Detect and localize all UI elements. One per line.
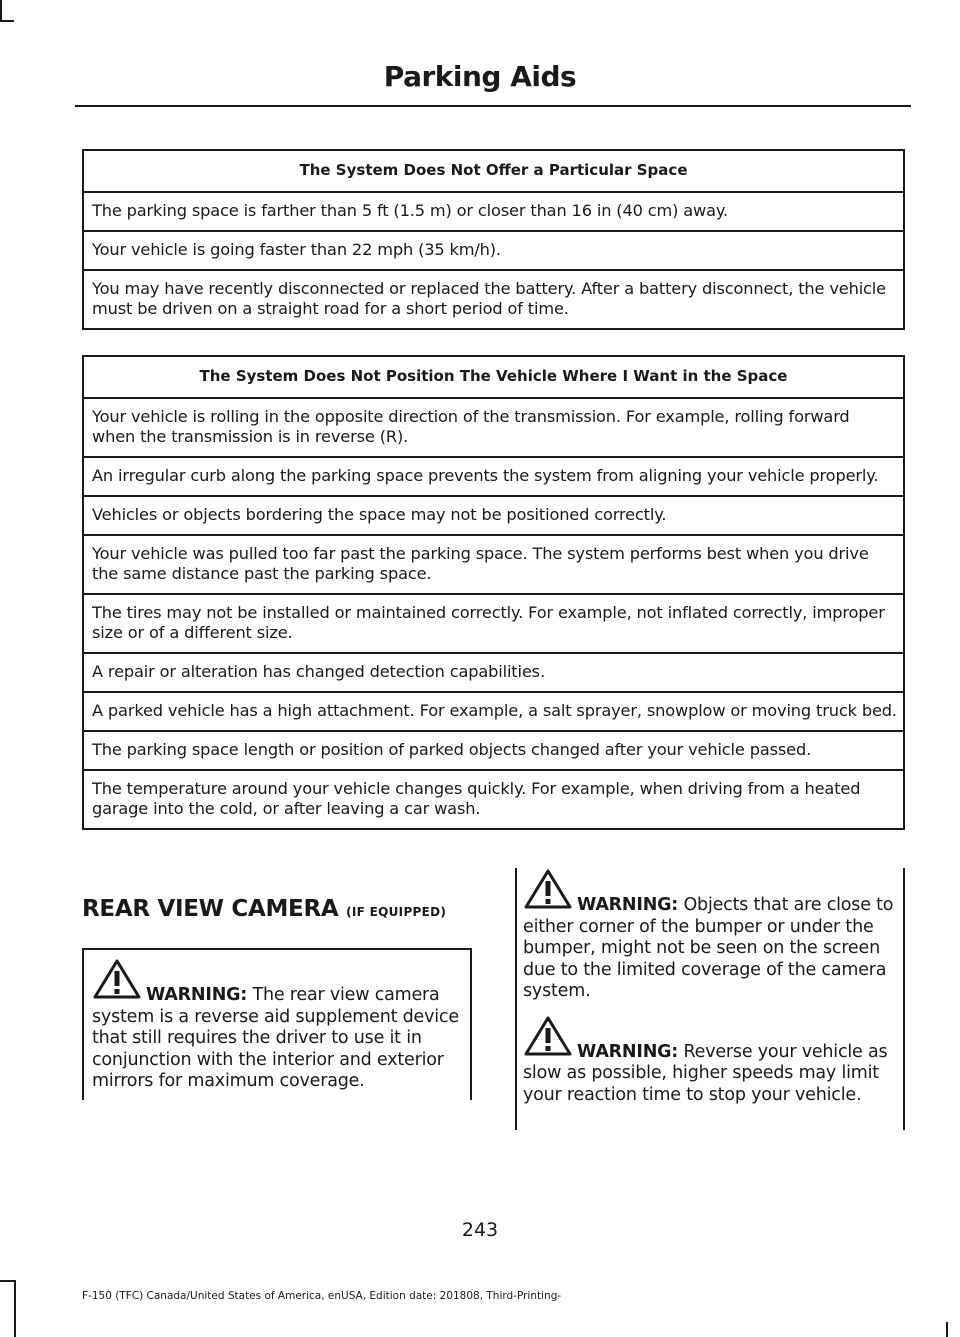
table-cell: The parking space is farther than 5 ft (1.5 m) or closer than 16 in (40 cm) away. [83, 192, 904, 231]
warning-box-rear-camera [82, 948, 472, 1100]
warning-triangle-icon [92, 958, 142, 1007]
table-row [83, 496, 904, 535]
warning-column-right [515, 868, 905, 1130]
table-cell: Your vehicle is rolling in the opposite direction of the transmission. For example, rolling forward when the transmission is in reverse (R). [83, 398, 904, 457]
table-cell: Vehicles or objects bordering the space may not be positioned correctly. [83, 496, 904, 535]
crop-mark [0, 20, 14, 22]
warning-body: The rear view camera system is a reverse aid supplement device that still requires the driver to use it in conjunction with the interior and exterior mirrors for maximum coverage. [92, 985, 459, 1091]
crop-mark [0, 1280, 14, 1282]
table-row [83, 398, 904, 457]
table-cell: An irregular curb along the parking space prevents the system from aligning your vehicle properly. [83, 457, 904, 496]
table-row [83, 594, 904, 653]
warning-label: WARNING: [146, 985, 248, 1005]
table-row [83, 270, 904, 329]
crop-mark [14, 1280, 16, 1337]
section-heading-suffix: (IF EQUIPPED) [346, 905, 447, 919]
page-number: 243 [461, 1219, 499, 1241]
table-row [83, 457, 904, 496]
table-row [83, 770, 904, 829]
warning-label: WARNING: [577, 1041, 679, 1062]
table-cell: Your vehicle is going faster than 22 mph (35 km/h). [83, 231, 904, 270]
footer-edition-info: F-150 (TFC) Canada/United States of America, enUSA, Edition date: 201808, Third-Printing- [82, 1290, 562, 1302]
warning-text [517, 1003, 903, 1107]
table-cell: A repair or alteration has changed detection capabilities. [83, 653, 904, 692]
warning-label: WARNING: [577, 895, 679, 915]
page-header-title: Parking Aids [383, 60, 577, 93]
table-heading: The System Does Not Offer a Particular Space [83, 150, 904, 192]
warning-text [517, 868, 903, 1003]
crop-mark [0, 0, 2, 20]
warning-body: Reverse your vehicle as slow as possible, higher speeds may limit your reaction time to stop your vehicle. [523, 1041, 888, 1105]
table-cell: The parking space length or position of parked objects changed after your vehicle passed. [83, 731, 904, 770]
warning-text [84, 950, 470, 1093]
table-row [83, 192, 904, 231]
troubleshooting-table-no-position [82, 355, 905, 830]
table-row [83, 653, 904, 692]
crop-mark [946, 1322, 948, 1337]
section-heading-text: REAR VIEW CAMERA [82, 896, 339, 922]
header-rule [75, 105, 911, 107]
table-row [83, 231, 904, 270]
table-row [83, 535, 904, 594]
table-cell: A parked vehicle has a high attachment. For example, a salt sprayer, snowplow or moving truck bed. [83, 692, 904, 731]
table-row [83, 731, 904, 770]
table-cell: Your vehicle was pulled too far past the parking space. The system performs best when you drive the same distance past the parking space. [83, 535, 904, 594]
table-heading: The System Does Not Position The Vehicle Where I Want in the Space [83, 356, 904, 398]
warning-body: Objects that are close to either corner of the bumper or under the bumper, might not be seen on the screen due to the limited coverage of the camera system. [523, 895, 894, 1001]
table-cell: The tires may not be installed or maintained correctly. For example, not inflated correctly, improper size or of a different size. [83, 594, 904, 653]
table-cell: You may have recently disconnected or replaced the battery. After a battery disconnect, the vehicle must be driven on a straight road for a short period of time. [83, 270, 904, 329]
warning-triangle-icon [523, 868, 573, 917]
table-row [83, 692, 904, 731]
section-heading [82, 896, 482, 922]
table-cell: The temperature around your vehicle changes quickly. For example, when driving from a heated garage into the cold, or after leaving a car wash. [83, 770, 904, 829]
warning-triangle-icon [523, 1015, 573, 1064]
troubleshooting-table-no-offer [82, 149, 905, 330]
